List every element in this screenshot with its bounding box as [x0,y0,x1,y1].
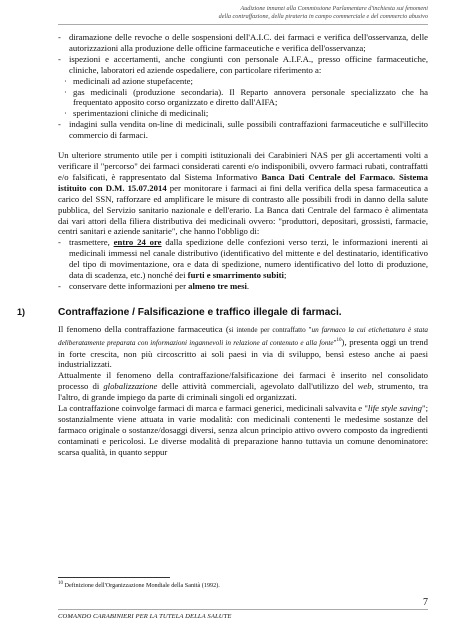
bullet-item: - ispezioni e accertamenti, anche congiunti con personale A.I.F.A., presso officine farmaceutiche, cliniche, laboratori ed aziende ospedaliere, con particolare riferimento a: [58,53,428,75]
running-header [128,5,428,21]
sub-item: · gas medicinali (produzione secondaria). Il Reparto annovera personale specializzato che ha frequentato apposito corso organizzato e diretto dall'AIFA; [64,86,428,108]
body-text [17,32,429,458]
paragraph-attualmente: Attualmente il fenomeno della contraffazione/falsificazione dei farmaci è inserito nel consolidato processo di globalizzazione delle attività commerciali, agevolato dall'utilizzo del web, strumento, tra l'altro, di grande impiego da parte di criminali singoli ed organizzati. [58,370,429,403]
footnote-ref: 10 [336,337,342,343]
obligation-item: - trasmettere, entro 24 ore dalla spedizione delle confezioni verso terzi, le informazioni inerenti ai medicinali immessi nel canale distributivo (identificativo del mittente e del destinatario, identificativo del tipo di movimentazione, ora e data di spedizione, numero identificativo del lotto di produzione, data di scadenza, etc.) nonché dei furti e smarrimento subiti; [58,237,429,281]
paragraph-fenomeno: Il fenomeno della contraffazione farmaceutica (si intende per contraffatto "un farmaco la cui etichettatura è stata deliberatamente preparata con informazioni ingannevoli in relazione al contenuto e alla fonte"$^{10}$), presenta oggi un trend in forte crescita, non più circoscritto ai soli paesi in via di sviluppo, bensì esteso anche ai paesi industrializzati. [58,323,428,370]
footnote: $^{10}$ Definizione dell'Organizzazione Mondiale della Sanità (1992). [58,581,220,590]
section-heading: 1) Contraffazione / Falsificazione e traffico illegale di farmaci. [17,306,342,318]
footnote-rule [58,577,170,578]
paragraph-banca-dati: Un ulteriore strumento utile per i compiti istituzionali dei Carabinieri NAS per gli accertamenti volti a verificare il "percorso" dei farmaci considerati carenti e/o indisponibili, ovvero farmaci rubati, contraffatti e/o falsificati, è rappresentato dal Sistema Informativo Banca Dati Centrale del Farmaco. Sistema istituito con D.M. 15.07.2014 per monitorare i farmaci ai fini della verifica della spesa farmaceutica a carico del SSN, rafforzare ed amplificare le misure di contrasto alle possibili frodi in danno della salute pubblica, del Servizio sanitario nazionale e dell'erario. La Banca dati Centrale del farmaco è alimentata dai vari attori della filiera distributiva dei medicinali ovvero: "produttori, depositari, grossisti, farmacie, centri sanitari e aziende sanitarie", che hanno l'obbligo di: [58,150,428,237]
obligation-item: - conservare dette informazioni per almeno tre mesi. [58,280,250,291]
footer-rule [58,609,428,610]
sub-item: · sperimentazioni cliniche di medicinali; [64,108,209,119]
header-rule [58,24,428,25]
sub-item: · medicinali ad azione stupefacente; [64,75,193,86]
bullet-item: - diramazione delle revoche o delle sospensioni dell'A.I.C. dei farmaci e verifica dell'osservanza, delle autorizzazioni alla produzione delle officine farmaceutiche e verifica dell'osservanza; [58,32,428,53]
bullet-item: - indagini sulla vendita on-line di medicinali, sulle possibili contraffazioni farmaceutiche e sull'illecito commercio di farmaci. [58,119,428,141]
running-footer: COMANDO CARABINIERI PER LA TUTELA DELLA SALUTE [58,613,232,620]
paragraph-coinvolge: La contraffazione coinvolge farmaci di marca e farmaci generici, medicinali salvavita e "life style saving"; sostanzialmente viene attuata in varie modalità: con medicinali contenenti le medesime sostanze del farmaco originale o sostanze/dosaggi diversi, senza alcun principio attivo ovvero composto da ingredienti contaminati e pericolosi. Le diverse modalità di preparazione hanno tuttavia un comune denominatore: scarsa qualità, in quanto seppur [58,403,428,457]
header-line-1: Audizione innanzi alla Commissione Parlamentare d'inchiesta sui fenomeni [240,5,428,12]
page-number: 7 [423,597,428,608]
header-line-2: della contraffazione, della pirateria in campo commerciale e del commercio abusivo [218,13,428,20]
